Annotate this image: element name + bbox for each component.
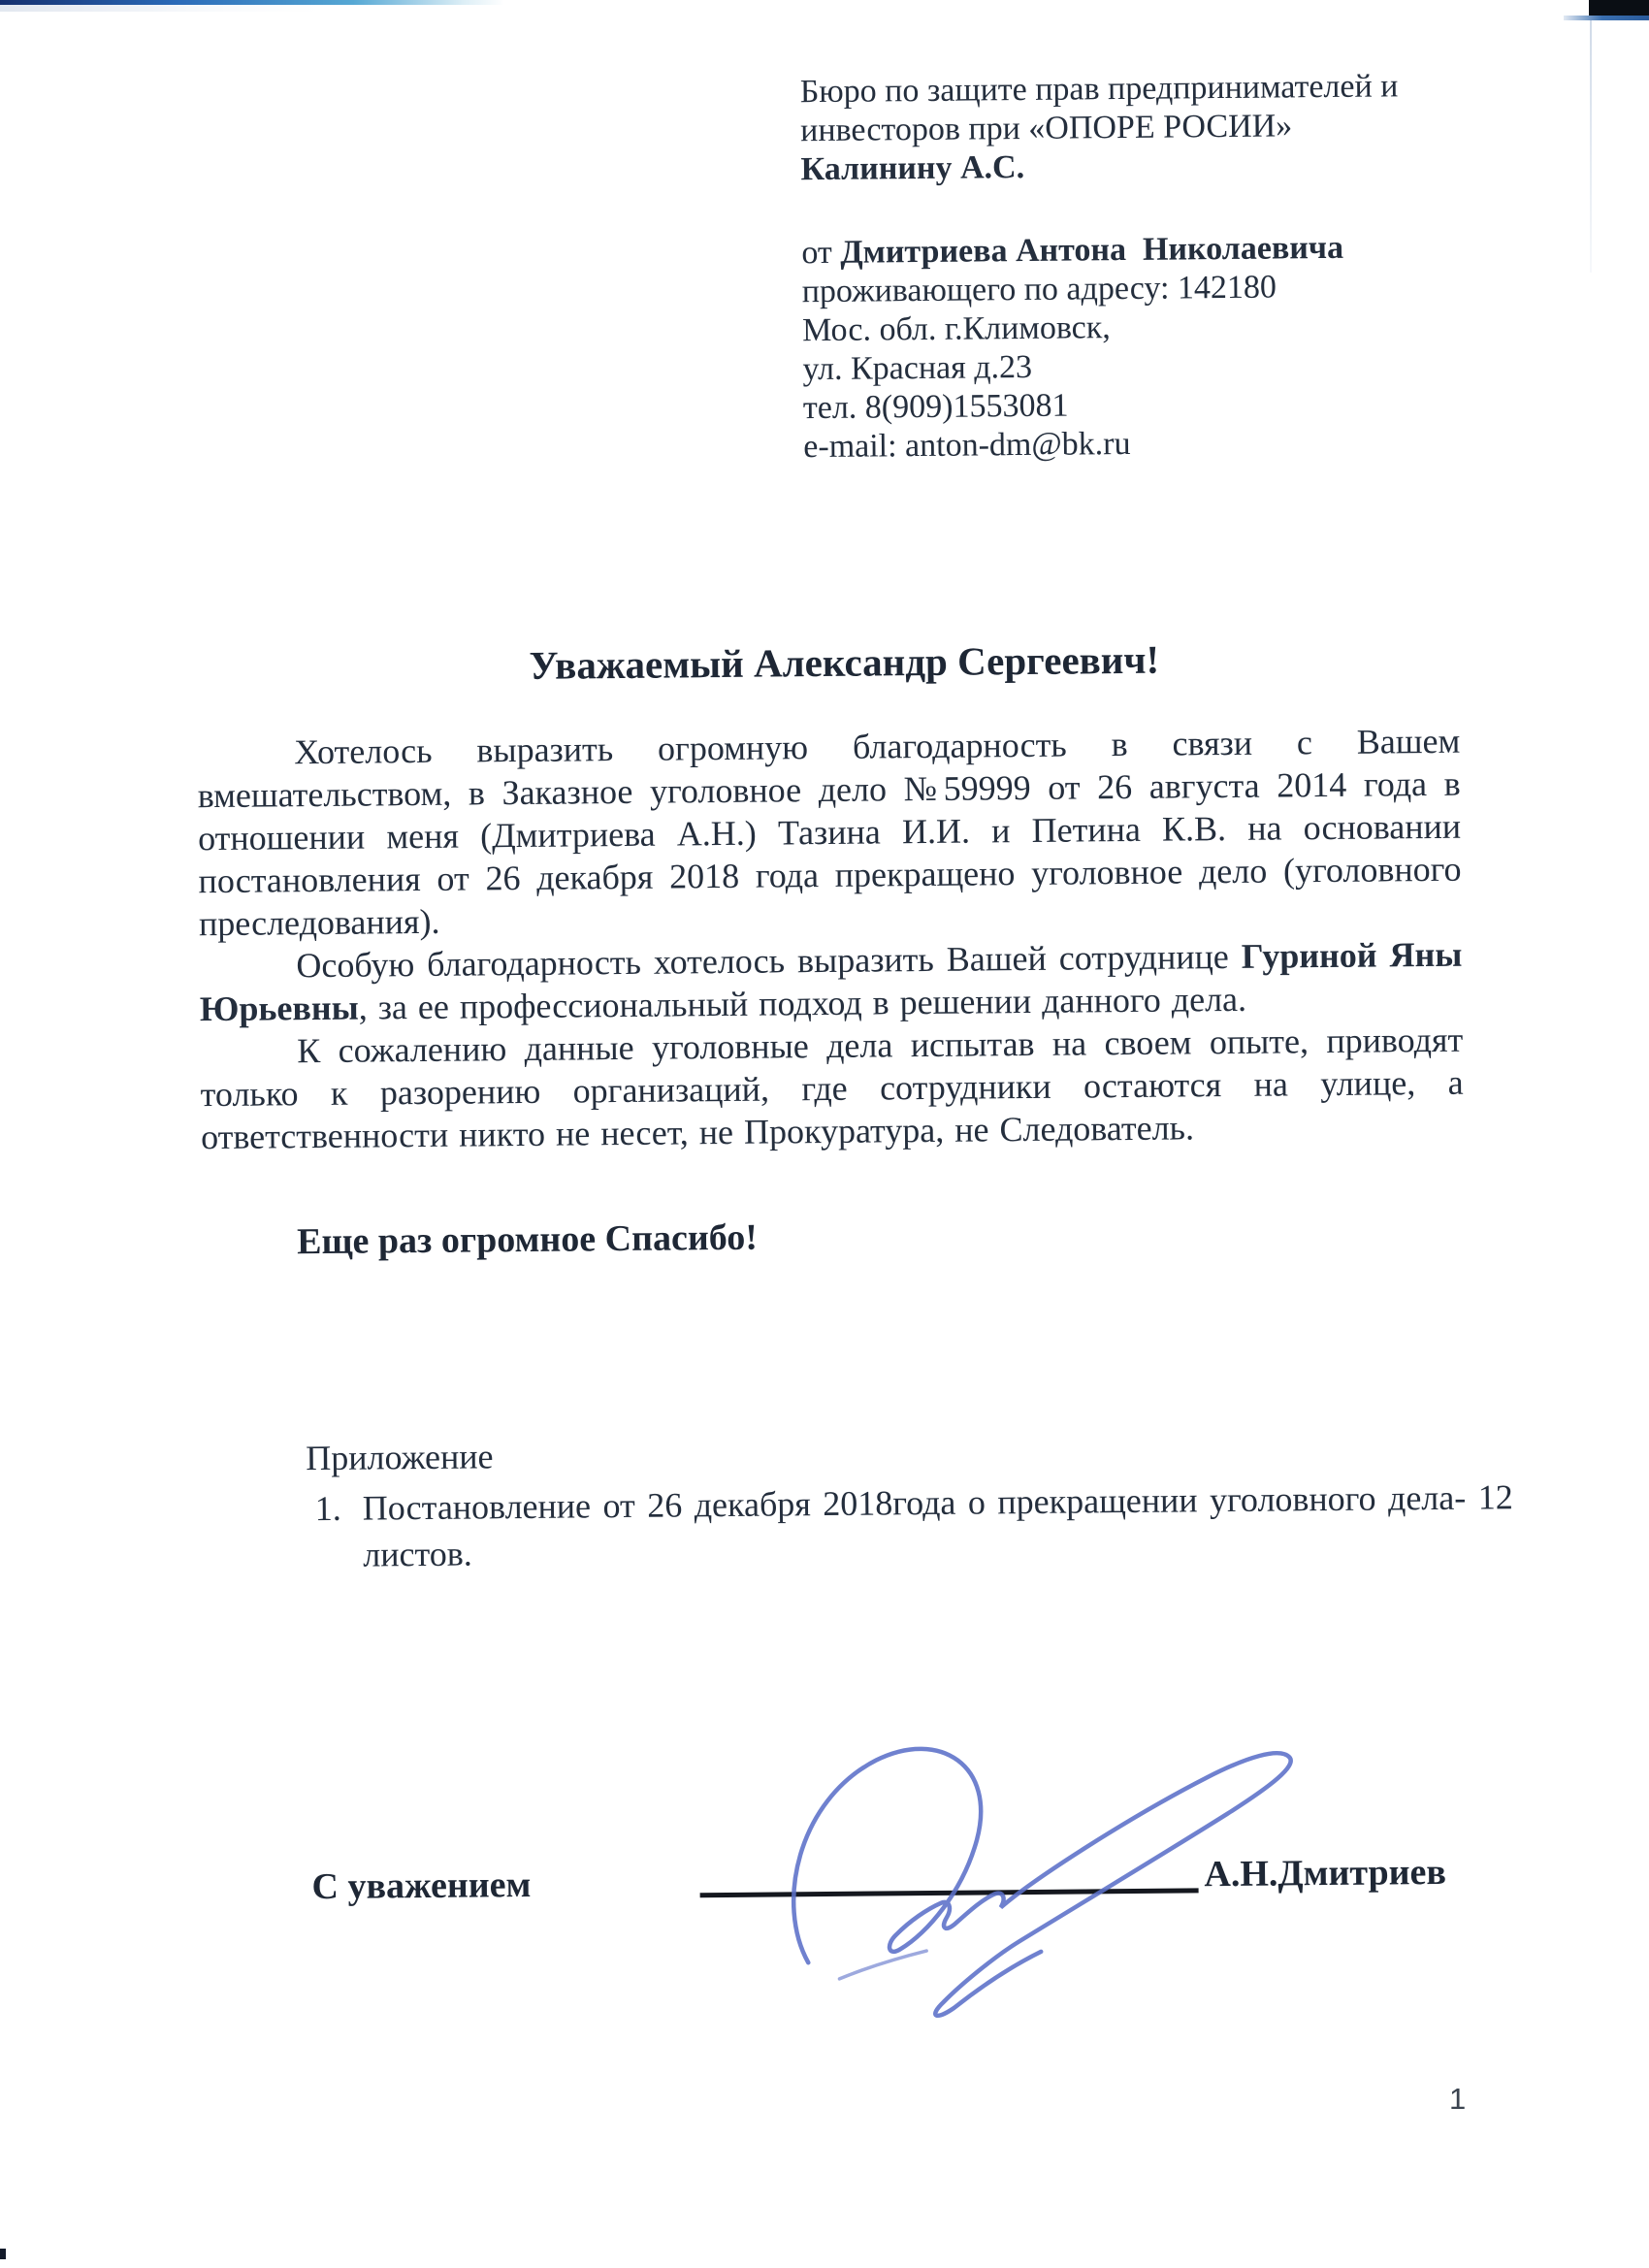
recipient-sender-block: [800, 67, 1473, 468]
paragraph-2-text-before: Особую благодарность хотелось выразить Вашей сотруднице: [296, 936, 1242, 986]
scan-artifact-bottom-left-mark: [0, 2249, 6, 2259]
attachment-item: [315, 1474, 1514, 1578]
body-paragraph-1: Хотелось выразить огромную благодарность в связи с Вашем вмешательством, в Заказное уголовное дело №59999 от 26 августа 2014 года в отношении меня (Дмитриева А.Н.) Тазина И.И. и Петина К.В. на основании постановления от 26 декабря 2018 года прекращено уголовное дело (уголовного преследования).: [197, 721, 1462, 944]
sender-address-line-2: Мос. обл. г.Климовск,: [801, 309, 1111, 349]
paragraph-2-text-after: , за ее профессиональный подход в решении данного дела.: [358, 979, 1247, 1027]
body-paragraph-3: К сожалению данные уголовные дела испытав на своем опыте, приводят только к разорению организаций, где сотрудники остаются на улице, а ответственности никто не несет, не Прокуратура, не Следователь.: [200, 1020, 1464, 1157]
attachment-title: Приложение: [306, 1437, 494, 1478]
signer-name: А.Н.Дмитриев: [1204, 1851, 1447, 1895]
letter-body: [197, 720, 1464, 1158]
sender-name: Дмитриева Антона Николаевича: [840, 229, 1344, 271]
salutation-heading: Уважаемый Александр Сергеевич!: [529, 636, 1160, 688]
recipient-org-line-1: Бюро по защите прав предпринимателей и: [799, 68, 1399, 111]
page-number-label: 1: [1449, 2082, 1467, 2116]
thanks-line: Еще раз огромное Спасибо!: [296, 1216, 759, 1263]
sender-email: e-mail: anton-dm@bk.ru: [803, 425, 1131, 466]
attachment-item-number: 1.: [314, 1488, 341, 1529]
recipient-name: Калинину А.С.: [800, 148, 1025, 188]
sender-address-line-1: проживающего по адресу: 142180: [801, 269, 1277, 310]
recipient-org-line-2: инвесторов при «ОПОРЕ РОСИИ»: [799, 108, 1293, 149]
sender-address-line-3: ул. Красная д.23: [802, 348, 1033, 388]
attachment-item-text: Постановление от 26 декабря 2018года о прекращении уголовного дела- 12 листов.: [362, 1477, 1513, 1574]
closing-salutation: С уважением: [311, 1863, 532, 1908]
sender-prefix: от: [801, 234, 841, 272]
attachment-section: [306, 1424, 1513, 1578]
paragraph-2-bold-name: Гуриной Яны Юрьевны: [199, 934, 1463, 1029]
sender-phone: тел. 8(909)1553081: [802, 387, 1069, 427]
body-paragraph-2: [199, 933, 1463, 1030]
header-spacer: [801, 183, 1471, 235]
sender-line: [801, 228, 1471, 274]
